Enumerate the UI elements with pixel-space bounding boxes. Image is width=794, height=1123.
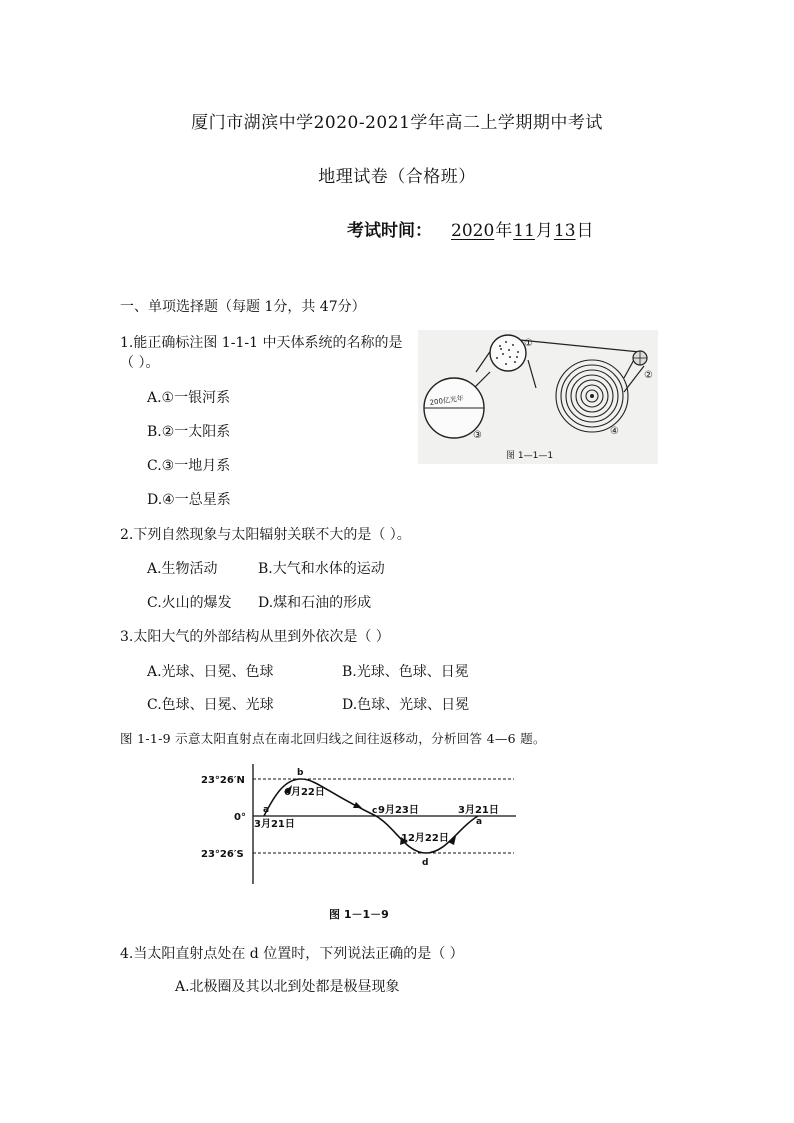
q3-option-d: D.色球、光球、日冕 (342, 697, 470, 713)
date-mar21-right: 3月21日 (458, 805, 499, 816)
figure-note: 图 1-1-9 示意太阳直射点在南北回归线之间往返移动，分析回答 4—6 题。 (120, 731, 546, 746)
exam-year: 2020 (451, 221, 495, 241)
point-a2-label: a (476, 817, 483, 827)
point-c-label: c (372, 806, 378, 816)
q3-option-b: B.光球、色球、日冕 (342, 664, 469, 680)
exam-title: 厦门市湖滨中学2020-2021学年高二上学期期中考试 (191, 113, 603, 133)
date-dec22: 12月22日 (401, 833, 449, 844)
label-3: ③ (473, 430, 482, 441)
figure-1-1-1 (418, 330, 658, 464)
point-a-label: a (263, 805, 270, 815)
day-unit: 日 (576, 221, 594, 241)
figure-2-caption: 图 1－1－9 (329, 908, 389, 921)
galaxy-circle (490, 335, 526, 371)
label-1: ① (524, 338, 533, 349)
label-4: ④ (610, 426, 619, 437)
date-sep23: 9月23日 (378, 805, 419, 816)
question-1-stem-line2: （ ）。 (120, 355, 160, 371)
month-unit: 月 (535, 221, 553, 241)
question-1-stem-line1: 1.能正确标注图 1-1-1 中天体系统的名称的是 (120, 335, 403, 351)
label-2: ② (644, 370, 653, 381)
q3-option-c: C.色球、日冕、光球 (147, 697, 274, 713)
year-unit: 年 (495, 221, 513, 241)
figure-1-1-9 (196, 762, 526, 926)
q2-option-a: A.生物活动 (147, 561, 218, 577)
q2-option-d: D.煤和石油的形成 (258, 595, 372, 611)
scale-label: 200亿光年 (429, 394, 465, 407)
q1-option-d: D.④一总星系 (147, 492, 231, 508)
exam-day: 13 (553, 221, 576, 241)
celestial-systems-diagram (418, 330, 658, 464)
exam-subtitle: 地理试卷（合格班） (318, 167, 476, 187)
lat-north-label: 23°26′N (201, 775, 245, 786)
q4-option-a: A.北极圈及其以北到处都是极昼现象 (175, 979, 400, 995)
lat-south-label: 23°26′S (201, 849, 244, 860)
q2-option-b: B.大气和水体的运动 (258, 561, 385, 577)
q1-option-c: C.③一地月系 (147, 458, 231, 474)
solar-declination-diagram (196, 762, 526, 926)
date-mar21-left: 3月21日 (254, 819, 295, 830)
question-4-stem: 4.当太阳直射点处在 d 位置时，下列说法正确的是（ ） (120, 946, 464, 962)
point-b-label: b (297, 768, 304, 778)
q2-option-c: C.火山的爆发 (147, 595, 232, 611)
figure-1-caption: 图 1—1—1 (506, 451, 554, 461)
question-3-stem: 3.太阳大气的外部结构从里到外依次是（ ） (120, 629, 390, 645)
q3-option-a: A.光球、日冕、色球 (147, 664, 274, 680)
exam-time-label: 考试时间： (347, 221, 432, 241)
exam-month: 11 (513, 221, 535, 241)
q1-option-b: B.②一太阳系 (147, 424, 231, 440)
date-jun22: 6月22日 (284, 787, 325, 798)
exam-date-line (347, 216, 594, 241)
q1-option-a: A.①一银河系 (147, 390, 231, 406)
point-d-label: d (422, 858, 429, 868)
section-heading: 一、单项选择题（每题 1分，共 47分） (120, 299, 366, 315)
lat-equator-label: 0° (234, 812, 246, 823)
question-2-stem: 2.下列自然现象与太阳辐射关联不大的是（ ）。 (120, 527, 411, 543)
